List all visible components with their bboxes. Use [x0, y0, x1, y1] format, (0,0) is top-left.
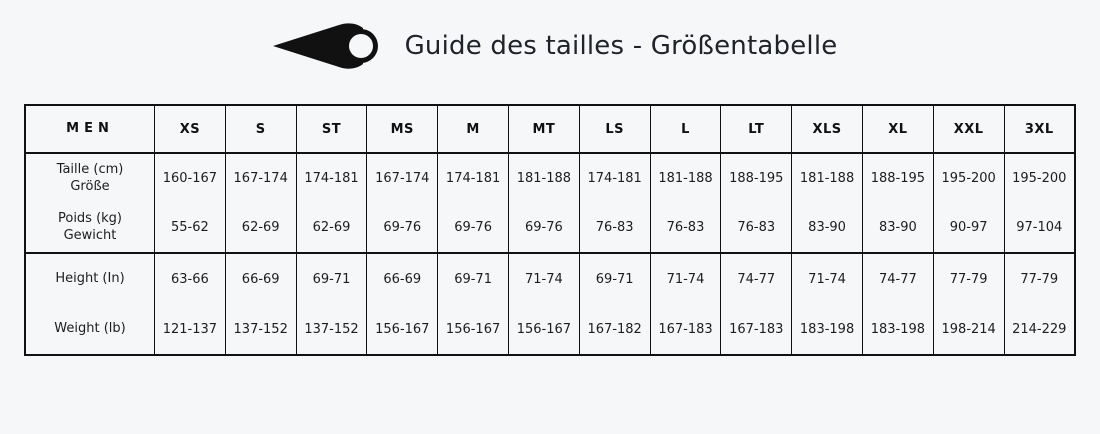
table-row — [25, 153, 1075, 203]
table-corner-label: MEN — [25, 105, 155, 153]
page-title: Guide des tailles - Größentabelle — [404, 31, 838, 61]
row-label-line1: Weight (lb) — [54, 320, 126, 336]
cell: 66-69 — [225, 253, 296, 304]
cell: 77-79 — [1004, 253, 1075, 304]
cell: 66-69 — [367, 253, 438, 304]
cell: 121-137 — [155, 304, 226, 355]
column-header-xls: XLS — [792, 105, 863, 153]
table-header-row — [25, 105, 1075, 153]
cell: 83-90 — [862, 203, 933, 253]
column-header-xxl: XXL — [933, 105, 1004, 153]
column-header-l: L — [650, 105, 721, 153]
cell: 160-167 — [155, 153, 226, 203]
cell: 76-83 — [579, 203, 650, 253]
cell: 174-181 — [296, 153, 367, 203]
column-header-lt: LT — [721, 105, 792, 153]
cell: 69-76 — [438, 203, 509, 253]
cell: 71-74 — [792, 253, 863, 304]
row-label-weight-lb — [25, 304, 155, 355]
cell: 167-174 — [367, 153, 438, 203]
cell: 90-97 — [933, 203, 1004, 253]
cell: 74-77 — [721, 253, 792, 304]
cell: 69-76 — [367, 203, 438, 253]
table-row — [25, 203, 1075, 253]
row-label-weight-kg — [25, 203, 155, 253]
cell: 71-74 — [508, 253, 579, 304]
cell: 137-152 — [225, 304, 296, 355]
cell: 69-71 — [438, 253, 509, 304]
cell: 83-90 — [792, 203, 863, 253]
row-label-line1: Poids (kg) — [57, 210, 123, 226]
cell: 214-229 — [1004, 304, 1075, 355]
cell: 195-200 — [1004, 153, 1075, 203]
column-header-s: S — [225, 105, 296, 153]
cell: 69-71 — [296, 253, 367, 304]
cell: 69-76 — [508, 203, 579, 253]
page-header — [0, 0, 1100, 92]
cell: 137-152 — [296, 304, 367, 355]
cell: 167-182 — [579, 304, 650, 355]
cell: 156-167 — [367, 304, 438, 355]
row-label-height-cm — [25, 153, 155, 203]
cell: 188-195 — [721, 153, 792, 203]
row-label-line2: Größe — [70, 178, 110, 194]
cell: 77-79 — [933, 253, 1004, 304]
cell: 62-69 — [296, 203, 367, 253]
cell: 188-195 — [862, 153, 933, 203]
size-table-container — [24, 104, 1076, 356]
cell: 183-198 — [862, 304, 933, 355]
cell: 183-198 — [792, 304, 863, 355]
row-label-height-in — [25, 253, 155, 304]
column-header-st: ST — [296, 105, 367, 153]
size-table-header — [25, 105, 1075, 153]
column-header-3xl: 3XL — [1004, 105, 1075, 153]
cell: 76-83 — [721, 203, 792, 253]
cell: 181-188 — [792, 153, 863, 203]
cell: 63-66 — [155, 253, 226, 304]
cell: 198-214 — [933, 304, 1004, 355]
column-header-ms: MS — [367, 105, 438, 153]
column-header-ls: LS — [579, 105, 650, 153]
row-label-line1: Height (In) — [55, 270, 125, 286]
cell: 97-104 — [1004, 203, 1075, 253]
size-table — [24, 104, 1076, 356]
column-header-mt: MT — [508, 105, 579, 153]
cell: 174-181 — [579, 153, 650, 203]
cell: 181-188 — [508, 153, 579, 203]
cell: 55-62 — [155, 203, 226, 253]
cell: 74-77 — [862, 253, 933, 304]
size-table-body — [25, 153, 1075, 355]
cell: 174-181 — [438, 153, 509, 203]
table-row — [25, 304, 1075, 355]
cell: 167-174 — [225, 153, 296, 203]
column-header-xs: XS — [155, 105, 226, 153]
brand-mark-icon — [273, 23, 383, 69]
cell: 156-167 — [508, 304, 579, 355]
row-label-line1: Taille (cm) — [56, 161, 124, 177]
cell: 62-69 — [225, 203, 296, 253]
cell: 167-183 — [650, 304, 721, 355]
cell: 181-188 — [650, 153, 721, 203]
cell: 71-74 — [650, 253, 721, 304]
cell: 69-71 — [579, 253, 650, 304]
column-header-xl: XL — [862, 105, 933, 153]
cell: 76-83 — [650, 203, 721, 253]
row-label-line2: Gewicht — [63, 227, 117, 243]
cell: 167-183 — [721, 304, 792, 355]
table-row — [25, 253, 1075, 304]
cell: 195-200 — [933, 153, 1004, 203]
cell: 156-167 — [438, 304, 509, 355]
column-header-m: M — [438, 105, 509, 153]
